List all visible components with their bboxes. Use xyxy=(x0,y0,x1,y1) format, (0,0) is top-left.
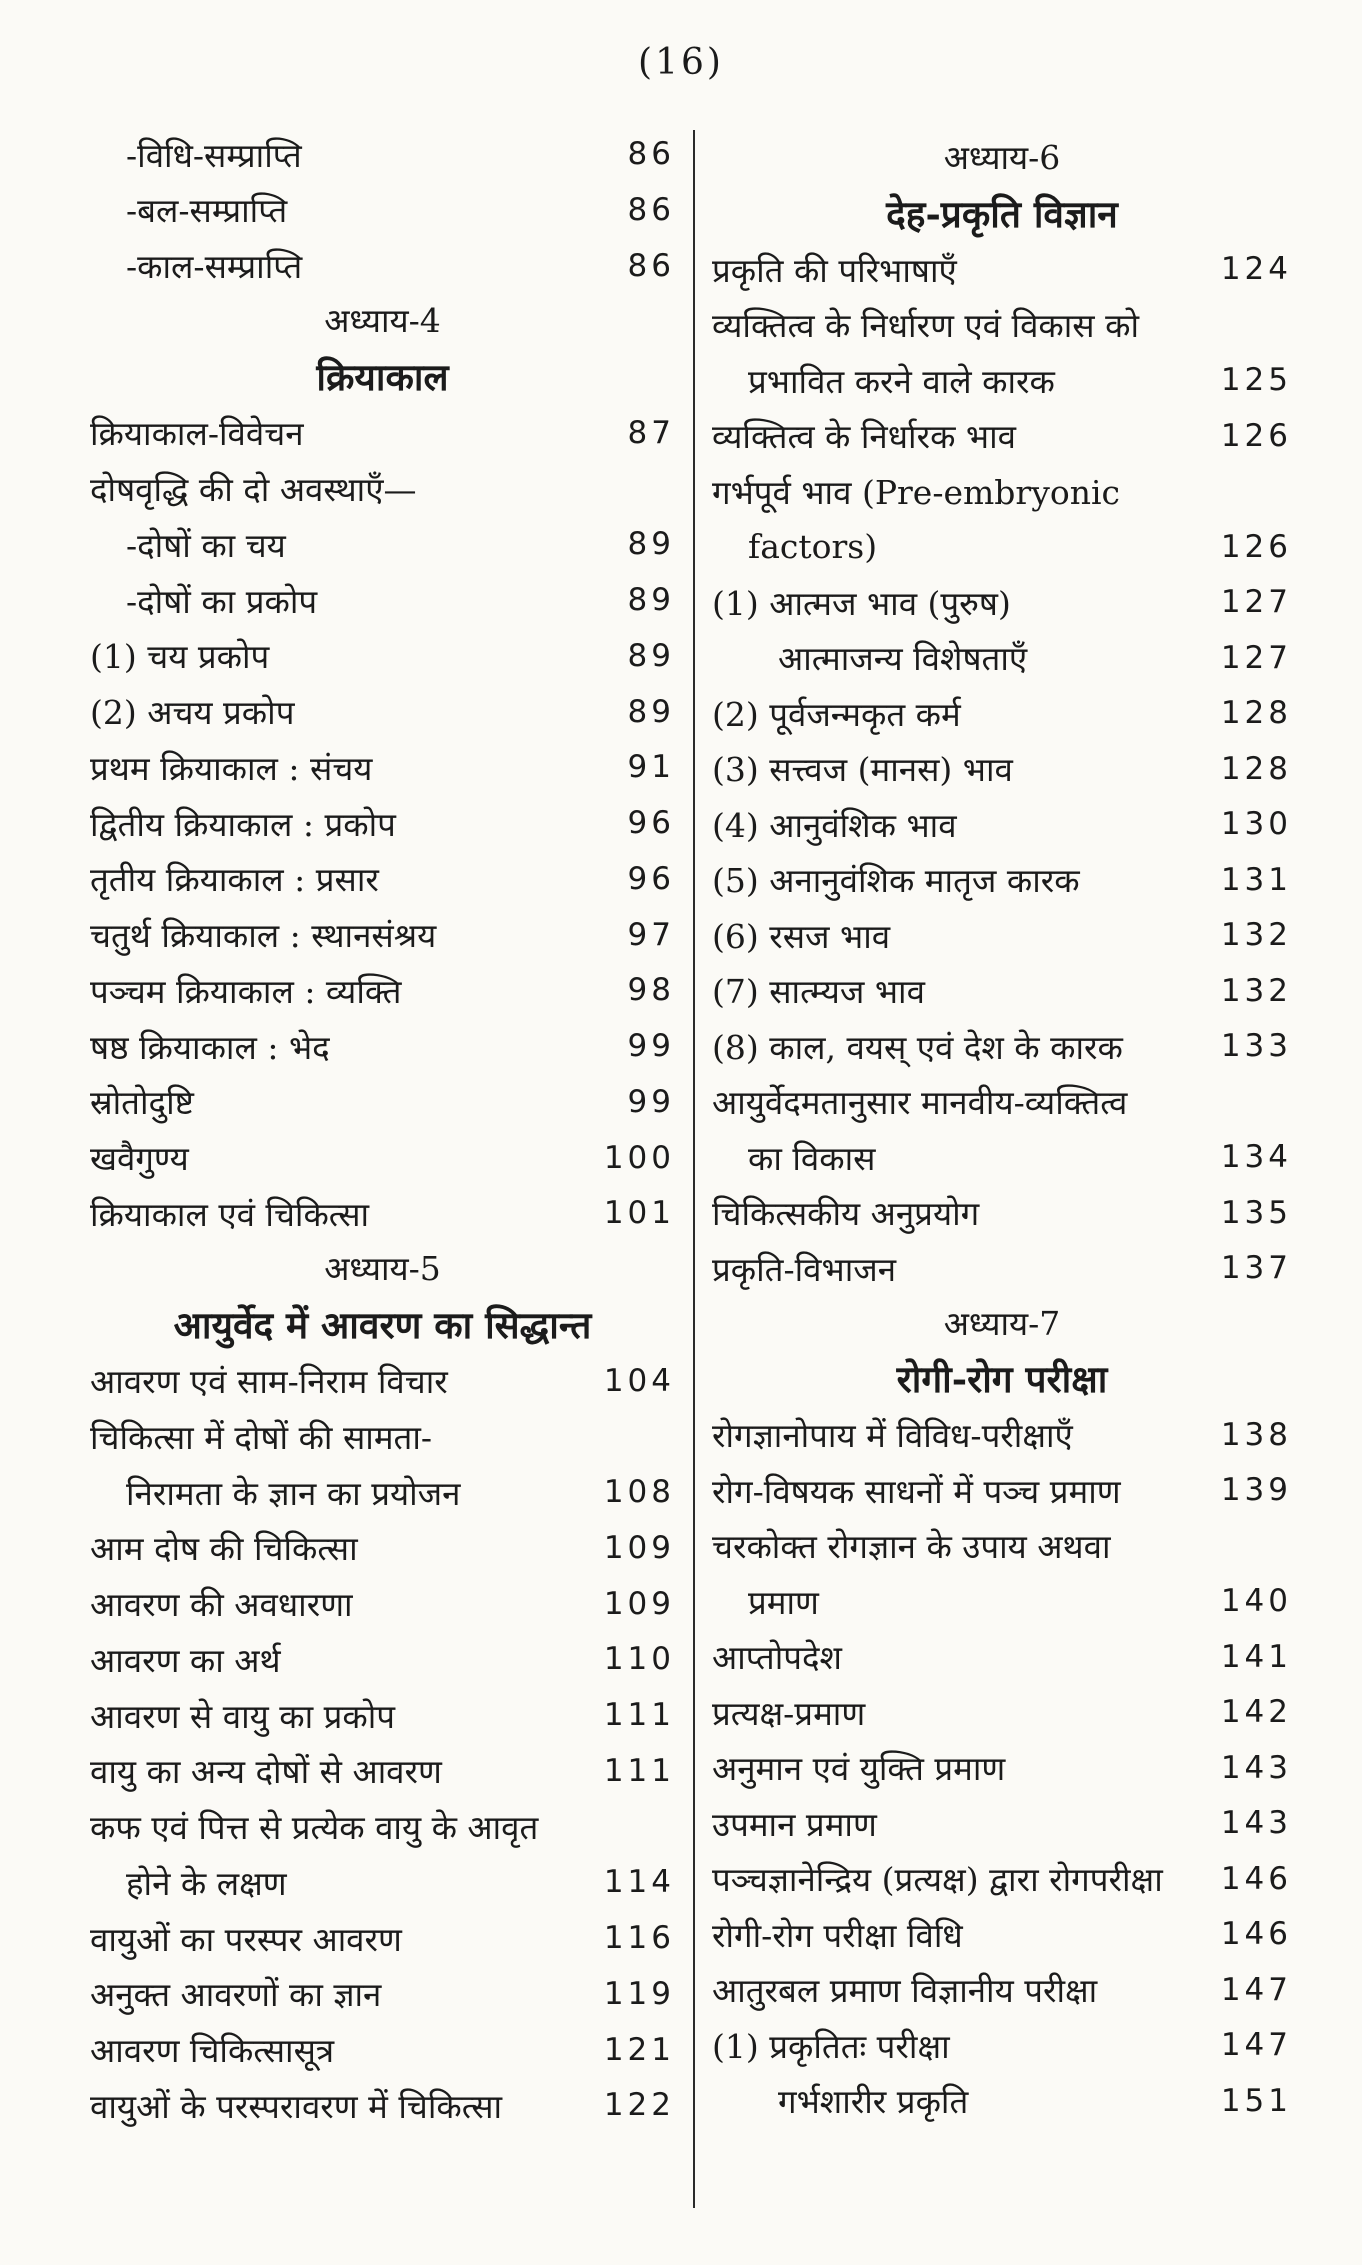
toc-entry xyxy=(712,1573,1292,1629)
toc-entry-page: 108 xyxy=(603,1474,675,1510)
toc-entry xyxy=(90,1520,675,1576)
toc-entry xyxy=(90,1074,675,1130)
toc-entry-title: प्रकृति-विभाजन xyxy=(712,1249,897,1289)
toc-entry-page: 96 xyxy=(627,860,675,897)
toc-entry-title: (5) अनानुवंशिक मातृज कारक xyxy=(712,861,1080,900)
toc-entry-page: 104 xyxy=(603,1362,675,1399)
toc-entry-title: दोषवृद्धि की दो अवस्थाएँ— xyxy=(90,470,417,509)
toc-entry xyxy=(90,795,675,851)
toc-entry-title: चतुर्थ क्रियाकाल : स्थानसंश्रय xyxy=(90,916,437,955)
toc-entry-title: कफ एवं पित्त से प्रत्येक वायु के आवृत xyxy=(90,1808,539,1847)
toc-entry xyxy=(712,1684,1292,1740)
toc-entry-title: (1) आत्मज भाव (पुरुष) xyxy=(712,583,1011,623)
chapter-title: आयुर्वेद में आवरण का सिद्धान्त xyxy=(173,1302,592,1347)
toc-entry xyxy=(712,1740,1292,1796)
toc-entry-title: चिकित्सकीय अनुप्रयोग xyxy=(712,1194,980,1233)
toc-entry-page: 89 xyxy=(627,526,675,563)
toc-entry-title: द्वितीय क्रियाकाल : प्रकोप xyxy=(90,804,396,844)
toc-entry xyxy=(90,1910,675,1966)
toc-entry xyxy=(712,2073,1292,2129)
toc-entry-page: 127 xyxy=(1220,584,1292,620)
toc-entry-page: 126 xyxy=(1220,528,1292,565)
toc-entry xyxy=(712,1851,1292,1907)
toc-entry-page: 98 xyxy=(627,972,675,1009)
toc-entry xyxy=(90,1966,675,2022)
toc-entry-title: गर्भपूर्व भाव (Pre-embryonic xyxy=(712,472,1120,512)
toc-entry-title: आवरण का अर्थ xyxy=(90,1640,281,1680)
toc-entry xyxy=(90,851,675,907)
toc-entry-title: (1) प्रकृतितः परीक्षा xyxy=(712,2026,950,2066)
toc-entry-title: गर्भशारीर प्रकृति xyxy=(778,2082,969,2121)
toc-entry-title: षष्ठ क्रियाकाल : भेद xyxy=(90,1027,330,1067)
toc-entry xyxy=(712,741,1292,797)
toc-entry-page: 101 xyxy=(603,1195,675,1232)
chapter-title: क्रियाकाल xyxy=(316,355,449,399)
toc-entry xyxy=(712,1462,1292,1518)
toc-entry-title: (1) चय प्रकोप xyxy=(90,637,270,677)
toc-entry-page: 114 xyxy=(603,1864,675,1901)
toc-entry xyxy=(712,352,1292,408)
toc-entry-page: 127 xyxy=(1220,639,1292,676)
toc-entry-title: रोगी-रोग परीक्षा विधि xyxy=(712,1915,963,1955)
toc-entry-page: 142 xyxy=(1220,1694,1292,1730)
toc-entry xyxy=(90,1130,675,1186)
toc-entry xyxy=(90,684,675,740)
toc-entry-page: 140 xyxy=(1220,1583,1292,1619)
toc-entry-title: प्रमाण xyxy=(748,1582,819,1622)
toc-entry-page: 87 xyxy=(627,414,675,451)
toc-entry-page: 143 xyxy=(1220,1805,1292,1841)
chapter-title: रोगी-रोग परीक्षा xyxy=(896,1357,1108,1401)
toc-entry xyxy=(712,1240,1292,1296)
toc-entry xyxy=(90,2077,675,2133)
toc-entry-title: आवरण चिकित्सासूत्र xyxy=(90,2031,335,2070)
toc-entry-title: आप्तोपदेश xyxy=(712,1638,842,1677)
toc-entry xyxy=(712,1906,1292,1962)
toc-entry xyxy=(712,1407,1292,1463)
toc-entry-title: उपमान प्रमाण xyxy=(712,1804,877,1844)
toc-entry xyxy=(712,630,1292,686)
toc-entry-page: 96 xyxy=(627,805,675,841)
toc-entry xyxy=(90,238,675,294)
toc-entry xyxy=(712,1518,1292,1574)
toc-entry xyxy=(90,628,675,684)
toc-entry-page: 86 xyxy=(627,136,675,172)
toc-entry xyxy=(90,572,675,628)
toc-entry xyxy=(90,1687,675,1743)
toc-entry-title: आवरण से वायु का प्रकोप xyxy=(90,1696,396,1736)
toc-entry-title: (6) रसज भाव xyxy=(712,916,891,956)
toc-entry xyxy=(90,739,675,795)
toc-entry-title: आवरण की अवधारणा xyxy=(90,1585,353,1624)
toc-entry xyxy=(90,1799,675,1855)
toc-entry-page: 122 xyxy=(603,2087,675,2124)
toc-entry-page: 100 xyxy=(603,1139,675,1176)
toc-entry-title: प्रभावित करने वाले कारक xyxy=(748,361,1055,401)
toc-entry xyxy=(712,1074,1292,1130)
toc-entry-page: 116 xyxy=(603,1920,675,1956)
toc-entry-title: वायु का अन्य दोषों से आवरण xyxy=(90,1752,442,1792)
toc-entry-title: -विधि-सम्प्राप्ति xyxy=(126,135,302,175)
toc-entry-title: पञ्चज्ञानेन्द्रिय (प्रत्यक्ष) द्वारा रोगपरीक्षा xyxy=(712,1860,1163,1899)
toc-entry-page: 141 xyxy=(1220,1638,1292,1675)
toc-entry xyxy=(712,297,1292,353)
toc-entry-page: 146 xyxy=(1220,1860,1292,1897)
toc-entry xyxy=(712,1185,1292,1241)
toc-entry-page: 89 xyxy=(627,582,675,618)
toc-entry-title: क्रियाकाल एवं चिकित्सा xyxy=(90,1194,370,1234)
toc-entry-title: आत्माजन्य विशेषताएँ xyxy=(778,639,1028,678)
toc-entry xyxy=(712,796,1292,852)
toc-entry-title: आवरण एवं साम-निराम विचार xyxy=(90,1362,448,1401)
toc-entry xyxy=(90,1576,675,1632)
toc-entry-page: 125 xyxy=(1220,362,1292,398)
toc-entry-page: 111 xyxy=(603,1697,675,1733)
toc-entry-title: प्रकृति की परिभाषाएँ xyxy=(712,250,957,290)
toc-entry-title: रोगज्ञानोपाय में विविध-परीक्षाएँ xyxy=(712,1416,1073,1455)
toc-entry-page: 86 xyxy=(627,191,675,228)
toc-entry-title: प्रथम क्रियाकाल : संचय xyxy=(90,748,373,788)
toc-entry-title: factors) xyxy=(748,527,878,566)
toc-entry-page: 126 xyxy=(1220,417,1292,454)
toc-entry-page: 128 xyxy=(1220,695,1292,731)
toc-entry-title: खवैगुण्य xyxy=(90,1139,189,1178)
toc-entry-page: 89 xyxy=(627,693,675,730)
toc-entry-page: 86 xyxy=(627,247,675,284)
toc-entry-page: 143 xyxy=(1220,1749,1292,1786)
toc-entry xyxy=(712,1129,1292,1185)
toc-entry-page: 124 xyxy=(1220,251,1292,287)
column-divider xyxy=(693,130,695,2208)
toc-entry xyxy=(712,1629,1292,1685)
toc-entry xyxy=(712,2017,1292,2073)
toc-entry-page: 146 xyxy=(1220,1916,1292,1952)
toc-entry xyxy=(712,685,1292,741)
toc-entry-title: (7) सात्म्यज भाव xyxy=(712,972,925,1011)
toc-entry-title: आयुर्वेदमतानुसार मानवीय-व्यक्तित्व xyxy=(712,1083,1128,1122)
toc-entry xyxy=(90,962,675,1018)
toc-entry-title: व्यक्तित्व के निर्धारण एवं विकास को xyxy=(712,306,1139,345)
toc-entry-page: 109 xyxy=(603,1529,675,1566)
toc-entry xyxy=(712,1795,1292,1851)
toc-entry-title: व्यक्तित्व के निर्धारक भाव xyxy=(712,417,1017,456)
toc-entry-title: वायुओं के परस्परावरण में चिकित्सा xyxy=(90,2086,503,2126)
toc-entry-title: अनुमान एवं युक्ति प्रमाण xyxy=(712,1749,1006,1788)
toc-entry xyxy=(90,1185,675,1241)
toc-entry-page: 121 xyxy=(603,2031,675,2068)
toc-entry-title: चिकित्सा में दोषों की सामता- xyxy=(90,1417,433,1457)
toc-entry-title: रोग-विषयक साधनों में पञ्च प्रमाण xyxy=(712,1471,1121,1511)
toc-entry xyxy=(90,405,675,461)
chapter-title: देह-प्रकृति विज्ञान xyxy=(886,191,1118,236)
toc-entry-title: (8) काल, वयस् एवं देश के कारक xyxy=(712,1027,1123,1067)
toc-entry-title: (2) पूर्वजन्मकृत कर्म xyxy=(712,694,961,734)
toc-entry xyxy=(90,1464,675,1520)
toc-entry-title: का विकास xyxy=(748,1138,876,1178)
toc-entry xyxy=(712,574,1292,630)
toc-entry-page: 91 xyxy=(627,749,675,786)
toc-entry-title: -दोषों का चय xyxy=(126,525,286,565)
toc-entry xyxy=(90,1408,675,1464)
chapter-number: अध्याय-5 xyxy=(324,1249,441,1288)
toc-entry xyxy=(90,1743,675,1799)
toc-entry-title: -दोषों का प्रकोप xyxy=(126,581,318,621)
toc-entry-title: होने के लक्षण xyxy=(126,1863,287,1903)
toc-entry-page: 130 xyxy=(1220,806,1292,842)
toc-entry-page: 132 xyxy=(1220,917,1292,953)
toc-entry xyxy=(712,963,1292,1019)
toc-entry-page: 128 xyxy=(1220,750,1292,787)
toc-entry xyxy=(712,463,1292,519)
toc-entry xyxy=(712,852,1292,908)
toc-entry-page: 151 xyxy=(1220,2082,1292,2119)
toc-entry-title: पञ्चम क्रियाकाल : व्यक्ति xyxy=(90,971,402,1011)
toc-entry-page: 132 xyxy=(1220,972,1292,1009)
toc-entry-page: 137 xyxy=(1220,1250,1292,1286)
toc-entry-page: 131 xyxy=(1220,861,1292,898)
toc-entry-page: 138 xyxy=(1220,1416,1292,1453)
toc-entry-page: 99 xyxy=(627,1083,675,1120)
toc-entry-title: आतुरबल प्रमाण विज्ञानीय परीक्षा xyxy=(712,1971,1098,2010)
toc-entry xyxy=(90,907,675,963)
toc-entry xyxy=(90,1631,675,1687)
toc-entry-title: तृतीय क्रियाकाल : प्रसार xyxy=(90,860,379,900)
toc-entry xyxy=(712,408,1292,464)
toc-entry-page: 133 xyxy=(1220,1028,1292,1064)
toc-entry xyxy=(90,516,675,572)
toc-entry-title: वायुओं का परस्पर आवरण xyxy=(90,1919,402,1959)
toc-entry-page: 89 xyxy=(627,637,675,674)
toc-entry-title: (3) सत्त्वज (मानस) भाव xyxy=(712,750,1013,789)
toc-entry-title: स्रोतोदुष्टि xyxy=(90,1083,194,1123)
chapter-number: अध्याय-6 xyxy=(943,138,1061,177)
toc-entry-page: 110 xyxy=(603,1641,675,1678)
toc-entry xyxy=(90,126,675,182)
toc-entry-page: 139 xyxy=(1220,1472,1292,1508)
toc-entry xyxy=(90,461,675,517)
toc-entry-title: निरामता के ज्ञान का प्रयोजन xyxy=(126,1473,461,1513)
toc-entry-page: 99 xyxy=(627,1028,675,1064)
page-number: (16) xyxy=(638,42,724,83)
toc-entry xyxy=(90,1854,675,1910)
toc-entry-title: अनुक्त आवरणों का ज्ञान xyxy=(90,1975,382,2015)
toc-entry-page: 119 xyxy=(603,1975,675,2012)
toc-entry-title: प्रत्यक्ष-प्रमाण xyxy=(712,1693,866,1733)
toc-entry-page: 147 xyxy=(1220,2027,1292,2063)
chapter-number: अध्याय-4 xyxy=(324,301,441,341)
toc-entry-title: (2) अचय प्रकोप xyxy=(90,693,295,732)
toc-entry-page: 135 xyxy=(1220,1194,1292,1231)
toc-entry-title: -बल-सम्प्राप्ति xyxy=(126,191,288,231)
toc-entry-page: 147 xyxy=(1220,1971,1292,2008)
toc-entry-page: 109 xyxy=(603,1585,675,1622)
toc-entry-title: चरकोक्त रोगज्ञान के उपाय अथवा xyxy=(712,1527,1111,1566)
toc-entry xyxy=(712,1018,1292,1074)
toc-entry xyxy=(90,182,675,238)
toc-entry xyxy=(712,519,1292,575)
toc-entry xyxy=(712,907,1292,963)
toc-entry-title: आम दोष की चिकित्सा xyxy=(90,1529,358,1569)
toc-entry-page: 111 xyxy=(603,1752,675,1789)
toc-entry-title: क्रियाकाल-विवेचन xyxy=(90,414,304,454)
toc-entry-page: 97 xyxy=(627,916,675,953)
toc-entry-title: (4) आनुवंशिक भाव xyxy=(712,805,957,845)
toc-entry xyxy=(712,1962,1292,2018)
toc-entry xyxy=(90,2022,675,2078)
toc-entry xyxy=(712,241,1292,297)
toc-entry-page: 134 xyxy=(1220,1139,1292,1175)
toc-entry xyxy=(90,1353,675,1409)
toc-entry xyxy=(90,1018,675,1074)
chapter-number: अध्याय-7 xyxy=(943,1303,1061,1343)
toc-entry-title: -काल-सम्प्राप्ति xyxy=(126,247,303,286)
